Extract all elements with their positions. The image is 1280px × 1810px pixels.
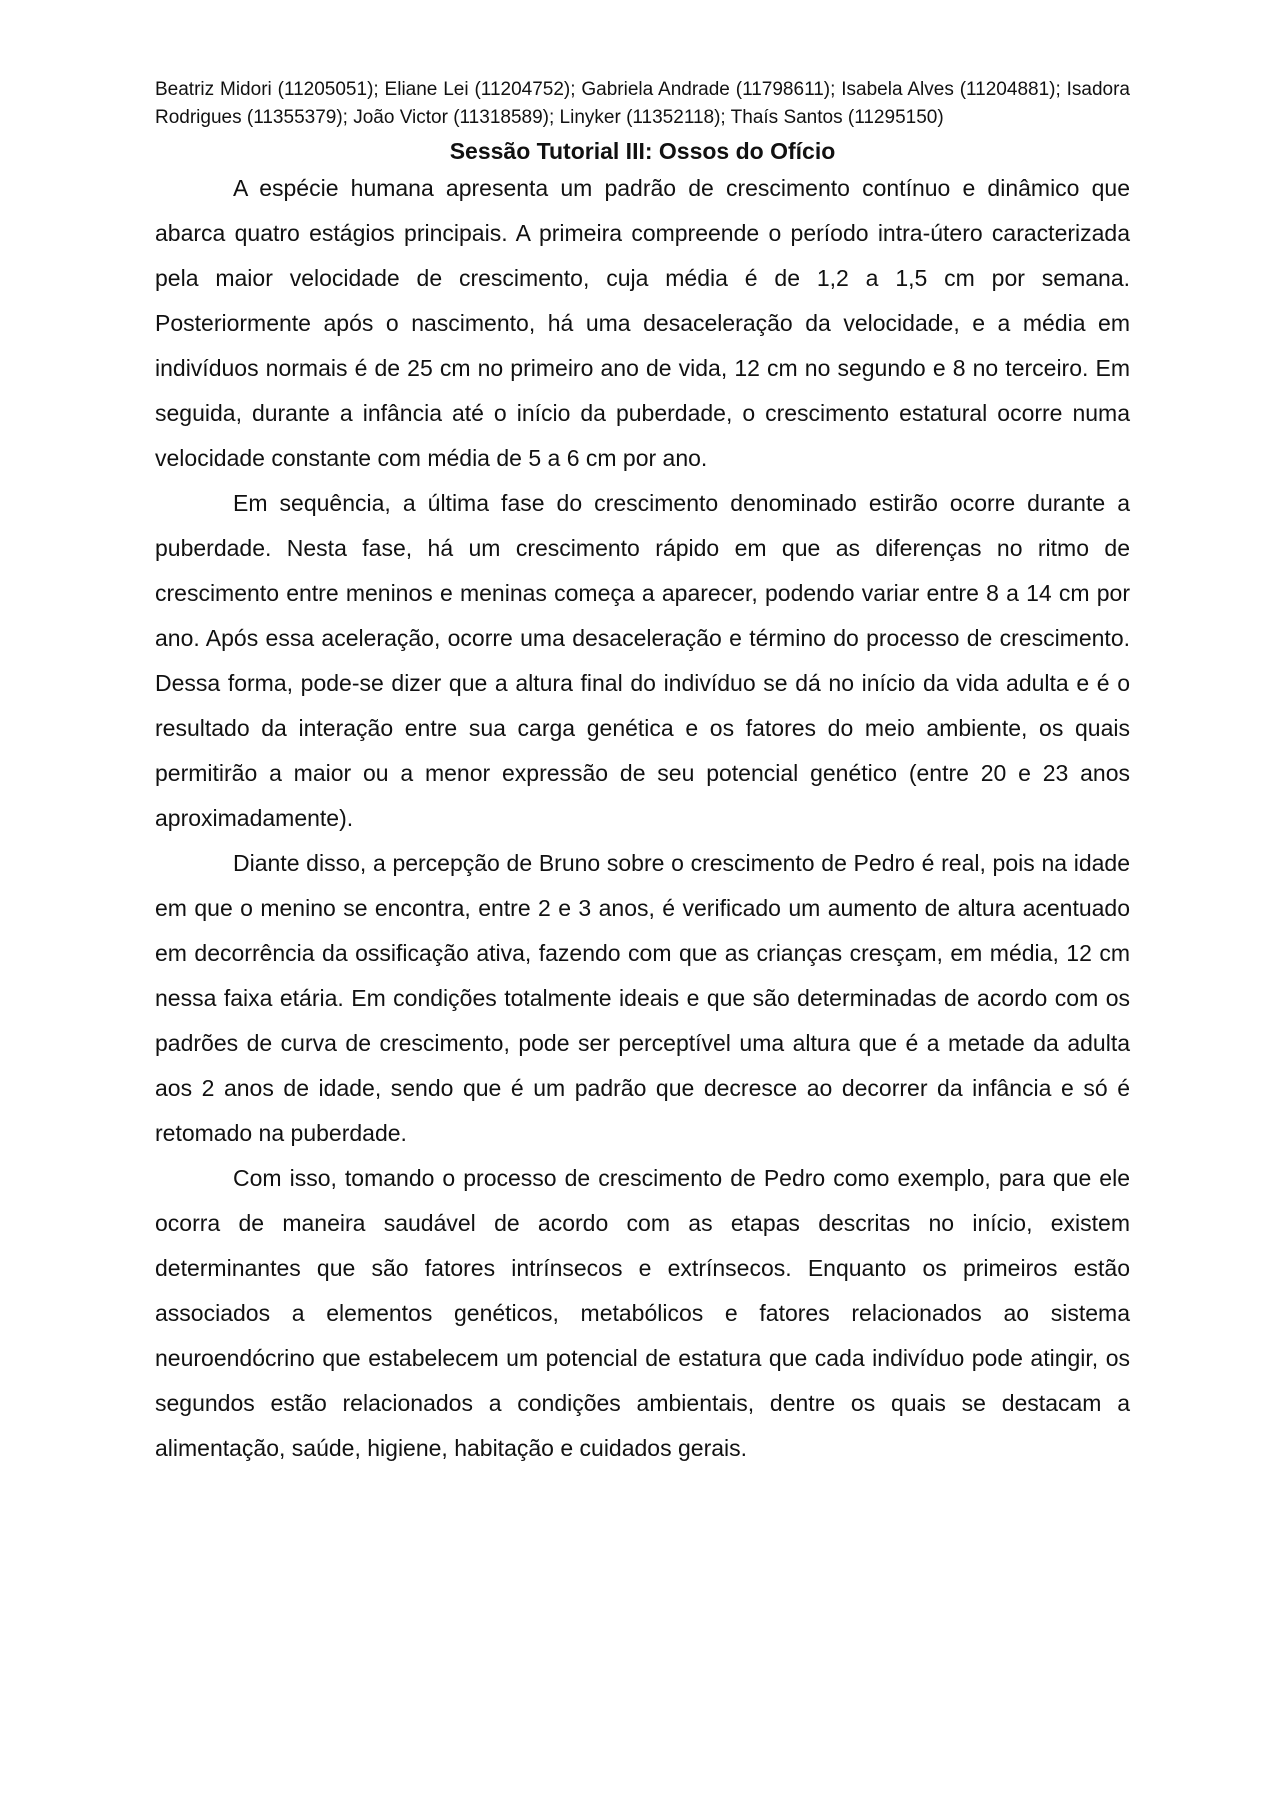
paragraph-4: Com isso, tomando o processo de crescimento de Pedro como exemplo, para que ele ocorra de maneira saudável de acordo com as etapas descritas no início, existem determinantes que são fatores intrínsecos e extrínsecos. Enquanto os primeiros estão associados a elementos genéticos, metabólicos e fatores relacionados ao sistema neuroendócrino que estabelecem um potencial de estatura que cada indivíduo pode atingir, os segundos estão relacionados a condições ambientais, dentre os quais se destacam a alimentação, saúde, higiene, habitação e cuidados gerais. <box>155 1165 1130 1461</box>
document-page <box>155 76 1130 1471</box>
paragraph-2: Em sequência, a última fase do crescimento denominado estirão ocorre durante a puberdade. Nesta fase, há um crescimento rápido em que as diferenças no ritmo de crescimento entre meninos e meninas começa a aparecer, podendo variar entre 8 a 14 cm por ano. Após essa aceleração, ocorre uma desaceleração e término do processo de crescimento. Dessa forma, pode-se dizer que a altura final do indivíduo se dá no início da vida adulta e é o resultado da interação entre sua carga genética e os fatores do meio ambiente, os quais permitirão a maior ou a menor expressão de seu potencial genético (entre 20 e 23 anos aproximadamente). <box>155 490 1130 831</box>
paragraph-3: Diante disso, a percepção de Bruno sobre o crescimento de Pedro é real, pois na idade em que o menino se encontra, entre 2 e 3 anos, é verificado um aumento de altura acentuado em decorrência da ossificação ativa, fazendo com que as crianças cresçam, em média, 12 cm nessa faixa etária. Em condições totalmente ideais e que são determinadas de acordo com os padrões de curva de crescimento, pode ser perceptível uma altura que é a metade da adulta aos 2 anos de idade, sendo que é um padrão que decresce ao decorrer da infância e só é retomado na puberdade. <box>155 850 1130 1146</box>
document-title: Sessão Tutorial III: Ossos do Ofício <box>449 138 836 164</box>
author-list: Beatriz Midori (11205051); Eliane Lei (11204752); Gabriela Andrade (11798611); Isabela Alves (11204881); Isadora Rodrigues (11355379); João Victor (11318589); Linyker (11352118); Thaís Santos (11295150) <box>155 79 1130 128</box>
paragraph-1: A espécie humana apresenta um padrão de crescimento contínuo e dinâmico que abarca quatro estágios principais. A primeira compreende o período intra-útero caracterizada pela maior velocidade de crescimento, cuja média é de 1,2 a 1,5 cm por semana. Posteriormente após o nascimento, há uma desaceleração da velocidade, e a média em indivíduos normais é de 25 cm no primeiro ano de vida, 12 cm no segundo e 8 no terceiro. Em seguida, durante a infância até o início da puberdade, o crescimento estatural ocorre numa velocidade constante com média de 5 a 6 cm por ano. <box>155 175 1130 471</box>
